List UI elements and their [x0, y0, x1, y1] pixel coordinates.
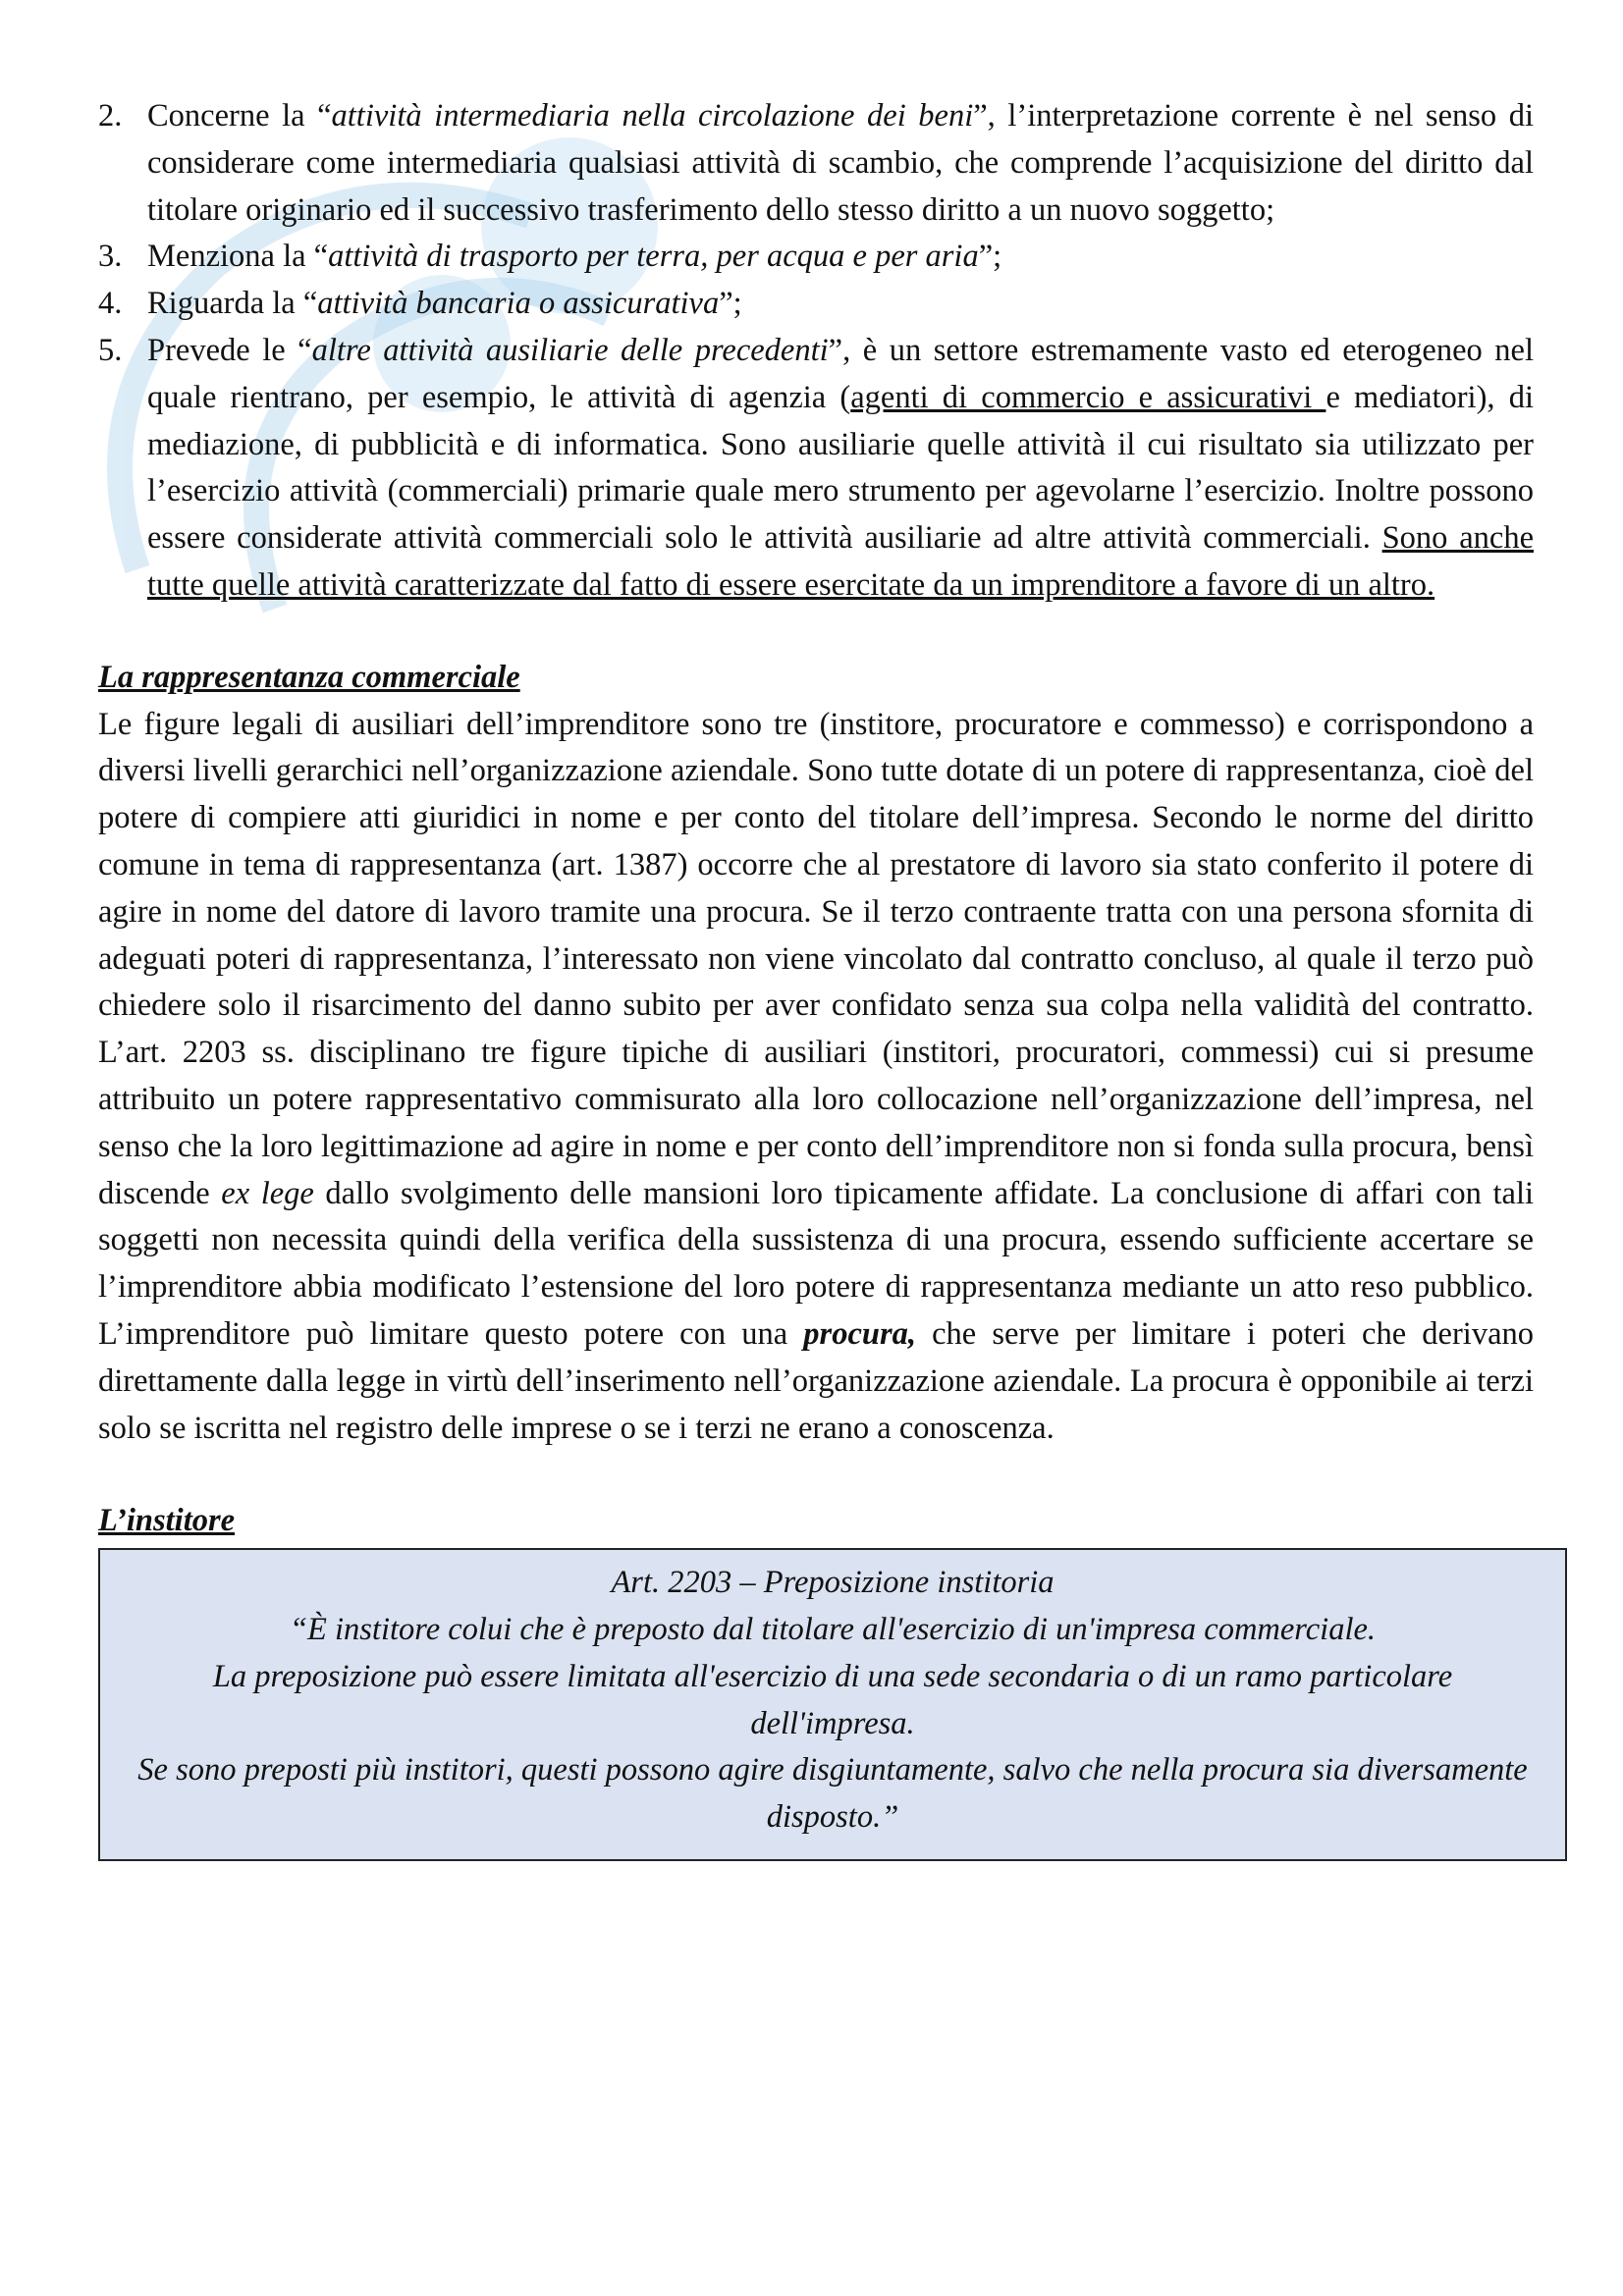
list-item: 5. Prevede le “altre attività ausiliarie delle precedenti”, è un settore estremamente vasto ed eterogeneo nel quale rientrano, per esempio, le attività di agenzia (agenti di commercio e assicurativi e mediatori), di mediazione, di pubblicità e di informatica. Sono ausiliarie quelle attività il cui risultato sia utilizzato per l’esercizio attività (commerciali) primarie quale mero strumento per agevolarne l’esercizio. Inoltre possono essere considerate attività commerciali solo le attività ausiliarie ad altre attività commerciali. Sono anche tutte quelle attività caratterizzate dal fatto di essere esercitate da un imprenditore a favore di un altro. [98, 328, 1534, 610]
list-number: 4. [98, 286, 123, 322]
activity-list [98, 93, 1534, 610]
section-heading-rappresentanza: La rappresentanza commerciale [98, 659, 520, 695]
list-item: 4. Riguarda la “attività bancaria o assicurativa”; [98, 281, 1534, 328]
article-line: “È institore colui che è preposto dal titolare all'esercizio di un'impresa commerciale. [289, 1611, 1377, 1647]
ex-lege-term: ex lege [221, 1175, 314, 1211]
procura-term: procura, [803, 1315, 916, 1352]
document-page [98, 93, 1534, 1861]
list-item: 2. Concerne la “attività intermediaria nella circolazione dei beni”, l’interpretazione corrente è nel senso di considerare come intermediaria qualsiasi attività di scambio, che comprende l’acquisizione del diritto dal titolare originario ed il successivo trasferimento dello stesso diritto a un nuovo soggetto; [98, 93, 1534, 234]
list-item: 3. Menziona la “attività di trasporto per terra, per acqua e per aria”; [98, 234, 1534, 281]
list-number: 5. [98, 332, 123, 368]
article-line: Se sono preposti più institori, questi possono agire disgiuntamente, salvo che nella procura sia diversamente disposto.” [137, 1752, 1528, 1836]
list-number: 2. [98, 98, 123, 133]
section-heading-institore: L’institore [98, 1503, 236, 1539]
underlined-sentence: Sono anche tutte quelle attività caratterizzate dal fatto di essere esercitate da un imprenditore a favore di un altro. [147, 520, 1534, 603]
article-line: La preposizione può essere limitata all'esercizio di una sede secondaria o di un ramo particolare dell'impresa. [212, 1658, 1453, 1741]
list-number: 3. [98, 239, 123, 275]
underlined-phrase: agenti di commercio e assicurativi [850, 379, 1326, 415]
article-quote-box [98, 1548, 1567, 1861]
paragraph-rappresentanza: Le figure legali di ausiliari dell’imprenditore sono tre (institore, procuratore e commesso) e corrispondono a diversi livelli gerarchici nell’organizzazione aziendale. Sono tutte dotate di un potere di rappresentanza, cioè del potere di compiere atti giuridici in nome e per conto del titolare dell’impresa. Secondo le norme del diritto comune in tema di rappresentanza (art. 1387) occorre che al prestatore di lavoro sia stato conferito il potere di agire in nome del datore di lavoro tramite una procura. Se il terzo contraente tratta con una persona sfornita di adeguati poteri di rappresentanza, l’interessato non viene vincolato dal contratto concluso, al quale il terzo può chiedere solo il risarcimento del danno subito per aver confidato senza sua colpa nella validità del contratto. L’art. 2203 ss. disciplinano tre figure tipiche di ausiliari (institori, procuratori, commessi) cui si presume attribuito un potere rappresentativo commisurato alla loro collocazione nell’organizzazione dell’impresa, nel senso che la loro legittimazione ad agire in nome e per conto dell’imprenditore non si fonda sulla procura, bensì discende ex lege dallo svolgimento delle mansioni loro tipicamente affidate. La conclusione di affari con tali soggetti non necessita quindi della verifica della sussistenza di una procura, essendo sufficiente accertare se l’imprenditore abbia modificato l’estensione del loro potere di rappresentanza mediante un atto reso pubblico. L’imprenditore può limitare questo potere con una procura, che serve per limitare i poteri che derivano direttamente dalla legge in virtù dell’inserimento nell’organizzazione aziendale. La procura è opponibile ai terzi solo se iscritta nel registro delle imprese o se i terzi ne erano a conoscenza. [98, 706, 1535, 1446]
article-title: Art. 2203 – Preposizione institoria [611, 1565, 1055, 1601]
